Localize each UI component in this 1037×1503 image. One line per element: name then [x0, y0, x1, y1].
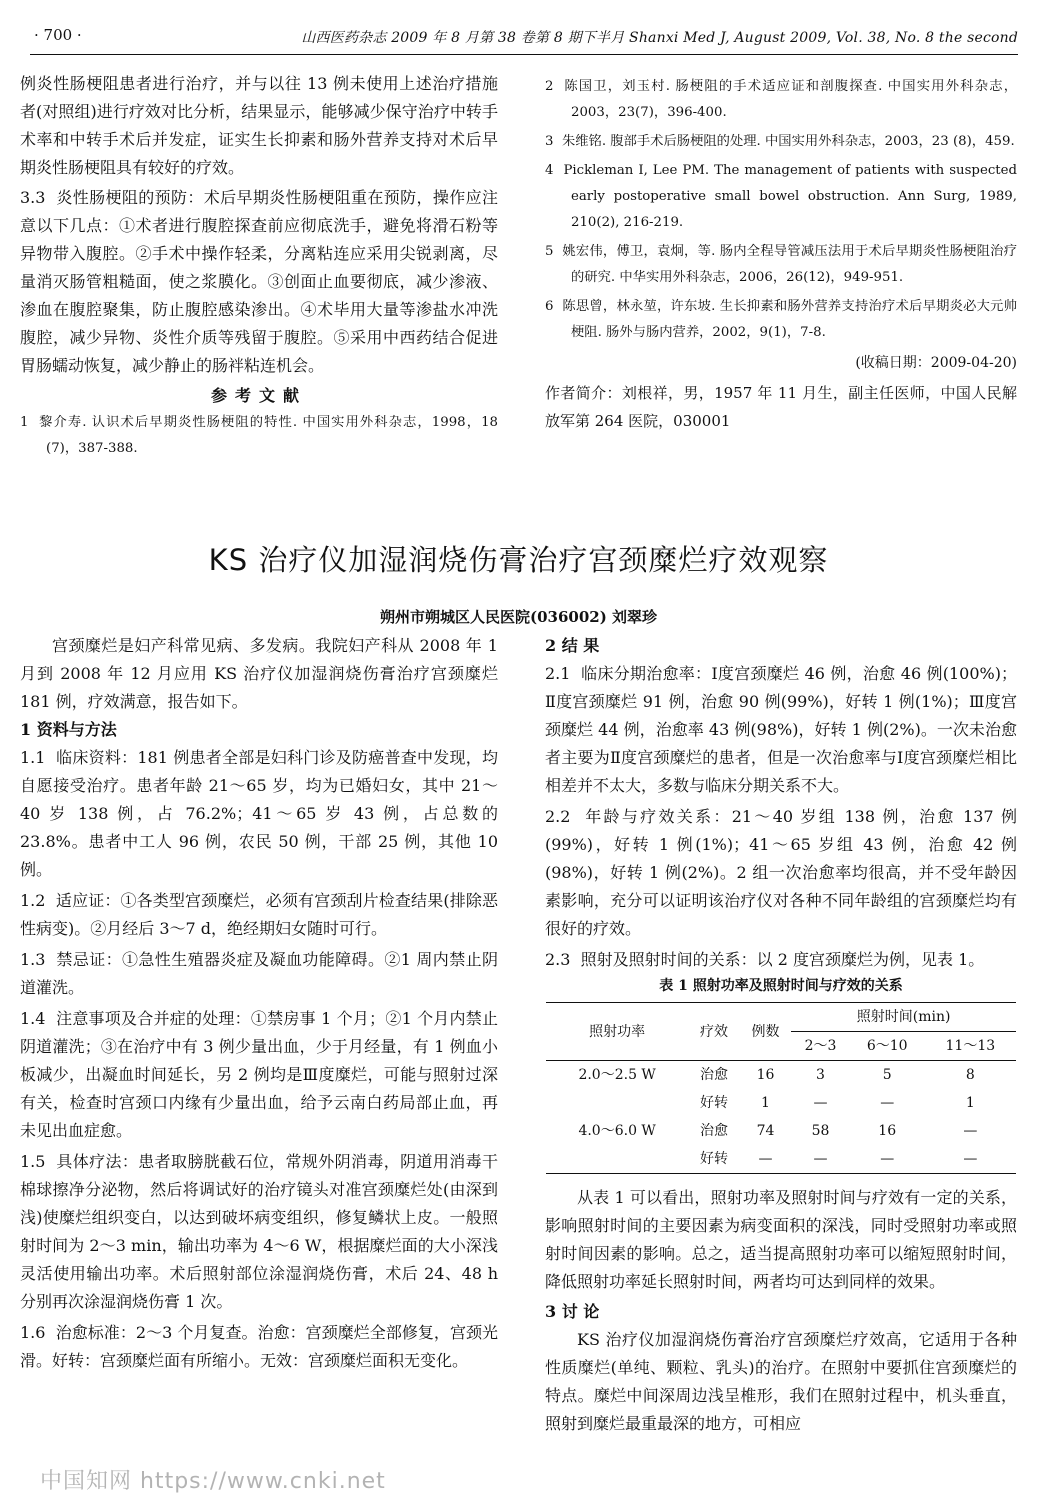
article-right-column	[545, 632, 1017, 1438]
reference-item: 6 陈思曾，林永堃，许东坡. 生长抑素和肠外营养支持治疗术后早期炎必大元帅梗阻. 肠外与肠内营养，2002，9(1)，7-8.	[545, 299, 1017, 340]
table-row: 好转 1 — — 1	[700, 1095, 975, 1111]
section-number: 3.3	[20, 188, 46, 207]
author-bio: 作者简介：刘根祥，男，1957 年 11 月生，副主任医师，中国人民解放军第 264 医院，030001	[545, 384, 1017, 430]
prev-article-right-column	[545, 74, 1017, 435]
table-header-time-1: 2～3	[791, 1032, 850, 1061]
prev-para-end: 例炎性肠梗阻患者进行治疗，并与以往 13 例未使用上述治疗措施者(对照组)进行疗效对比分析，结果显示，能够减少保守治疗中转手术率和中转手术后并发症，证实生长抑素和肠外营养支持对术后早期炎性肠梗阻具有较好的疗效。	[20, 74, 498, 177]
intro-paragraph: 宫颈糜烂是妇产科常见病、多发病。我院妇产科从 2008 年 1 月到 2008 年 12 月应用 KS 治疗仪加湿润烧伤膏治疗宫颈糜烂 181 例，疗效满意，报告如下。	[20, 636, 498, 711]
table-header-effect: 疗效	[688, 1003, 739, 1061]
table-header-time: 照射时间(min)	[791, 1003, 1016, 1032]
subsection-2-3: 2.3 照射及照射时间的关系：以 2 度宫颈糜烂为例，见表 1。	[545, 950, 985, 969]
table-1-caption: 表 1 照射功率及照射时间与疗效的关系	[659, 978, 903, 994]
reference-item: 5 姚宏伟，傅卫，袁炯，等. 肠内全程导管减压法用于术后早期炎性肠梗阻治疗的研究. 中华实用外科杂志，2006，26(12)，949-951.	[545, 244, 1017, 285]
table-header-time-3: 11～13	[925, 1032, 1016, 1061]
section-text: 炎性肠梗阻的预防：术后早期炎性肠梗阻重在预防，操作应注意以下几点：①术者进行腹腔探查前应彻底洗手，避免将滑石粉等异物带入腹腔。②手术中操作轻柔，分离粘连应采用尖锐剥离，尽量消灭肠管粗糙面，使之浆膜化。③创面止血要彻底，减少渗液、渗血在腹腔聚集，防止腹腔感染渗出。④术毕用大量等渗盐水冲洗腹腔，减少异物、炎性介质等残留于腹腔。⑤采用中西药结合促进胃肠蠕动恢复，减少静止的肠袢粘连机会。	[20, 188, 498, 375]
journal-citation: 山西医药杂志 2009 年 8 月第 38 卷第 8 期下半月 Shanxi Med J, August 2009, Vol. 38, No. 8 the second	[301, 30, 1018, 46]
section-3-text: KS 治疗仪加湿润烧伤膏治疗宫颈糜烂疗效高，它适用于各种性质糜烂(单纯、颗粒、乳头)的治疗。在照射中要抓住宫颈糜烂的特点。糜烂中间深周边浅呈椎形，我们在照射过程中，机头垂直，照射到糜烂最重最深的地方，可相应	[545, 1330, 1017, 1433]
table-row: 2.0～2.5 W 治愈 16 3 5 8	[578, 1067, 975, 1083]
prev-section-3-3	[20, 184, 498, 380]
subsection-1-3: 1.3 禁忌证：①急性生殖器炎症及凝血功能障碍。②1 周内禁止阴道灌洗。	[20, 950, 498, 997]
references-heading: 参考文献	[210, 386, 307, 405]
subsection-1-6: 1.6 治愈标准：2～3 个月复查。治愈：宫颈糜烂全部修复，宫颈光滑。好转：宫颈糜烂面有所缩小。无效：宫颈糜烂面积无变化。	[20, 1323, 499, 1370]
running-header	[30, 24, 1018, 55]
reference-item: 2 陈国卫，刘玉村. 肠梗阻的手术适应证和剖腹探查. 中国实用外科杂志，2003，23(7)，396-400.	[545, 79, 1017, 120]
table-row: 好转 — — — —	[546, 1145, 1016, 1174]
subsection-2-1: 2.1 临床分期治愈率：Ⅰ度宫颈糜烂 46 例，治愈 46 例(100%)；Ⅱ度宫颈糜烂 91 例，治愈 90 例(99%)，好转 1 例(1%)；Ⅲ度宫颈糜烂 44 例，治愈率 43 例(98%)，好转 1 例(2%)。一次未治愈者主要为Ⅱ度宫颈糜烂的患者，但是一次治愈率与Ⅰ度宫颈糜烂相比相差并不太大，多数与临床分期关系不大。	[545, 664, 1017, 795]
table-1	[546, 1002, 1016, 1174]
article-affiliation: 朔州市朔城区人民医院(036002) 刘翠珍	[379, 608, 658, 626]
table-header-cases: 例数	[740, 1003, 791, 1061]
prev-article-left-column	[20, 70, 498, 465]
subsection-1-4: 1.4 注意事项及合并症的处理：①禁房事 1 个月；②1 个月内禁止阴道灌洗；③在治疗中有 3 例少量出血，少于月经量，有 1 例血小板减少，出凝血时间延长，另 2 例均是Ⅲ度糜烂，可能与照射过深有关，检查时宫颈口内缘有少量出血，给予云南白药局部止血，再未见出血症愈。	[20, 1009, 498, 1140]
section-3-heading: 3 讨 论	[545, 1302, 600, 1321]
subsection-1-2: 1.2 适应证：①各类型宫颈糜烂，必须有宫颈刮片检查结果(排除恶性病变)。②月经后 3～7 d，绝经期妇女随时可行。	[20, 891, 499, 938]
reference-item: 3 朱维铭. 腹部手术后肠梗阻的处理. 中国实用外科杂志，2003，23 (8)，459.	[545, 134, 1015, 149]
subsection-1-1: 1.1 临床资料：181 例患者全部是妇科门诊及防癌普查中发现，均自愿接受治疗。患者年龄 21～65 岁，均为已婚妇女，其中 21～40 岁 138 例，占 76.2%；41～65 岁 43 例，占总数的 23.8%。患者中工人 96 例，农民 50 例，干部 25 例，其他 10 例。	[20, 748, 498, 879]
table-row: 4.0～6.0 W 治愈 74 58 16 —	[578, 1123, 978, 1139]
cnki-watermark: 中国知网 https://www.cnki.net	[40, 1469, 386, 1494]
subsection-2-2: 2.2 年龄与疗效关系：21～40 岁组 138 例，治愈 137 例(99%)，好转 1 例(1%)；41～65 岁组 43 例，治愈 42 例(98%)，好转 1 例(2%)。2 组一次治愈率均很高，并不受年龄因素影响，充分可以证明该治疗仪对各种不同年龄组的宫颈糜烂均有很好的疗效。	[545, 807, 1017, 938]
article-title: KS 治疗仪加湿润烧伤膏治疗宫颈糜烂疗效观察	[208, 543, 829, 577]
received-date: (收稿日期：2009-04-20)	[855, 355, 1017, 371]
subsection-1-5: 1.5 具体疗法：患者取膀胱截石位，常规外阴消毒，阴道用消毒干棉球擦净分泌物，然后将调试好的治疗镜头对准宫颈糜烂处(由深到浅)使糜烂组织变白，以达到破坏病变组织，修复鳞状上皮。一般照射时间为 2～3 min，输出功率为 4～6 W，根据糜烂面的大小深浅灵活使用输出功率。术后照射部位涂湿润烧伤膏，术后 24、48 h 分别再次涂湿润烧伤膏 1 次。	[20, 1152, 498, 1311]
reference-item: 4 Pickleman I, Lee PM. The management of patients with suspected early postoperative small bowel obstruction. Ann Surg, 1989, 210(2), 216-219.	[545, 163, 1017, 230]
article-left-column	[20, 632, 498, 1375]
table-header-time-2: 6～10	[850, 1032, 925, 1061]
section-2-heading: 2 结 果	[545, 636, 600, 655]
section-1-heading: 1 资料与方法	[20, 720, 117, 739]
table-discussion: 从表 1 可以看出，照射功率及照射时间与疗效有一定的关系，影响照射时间的主要因素为病变面积的深浅，同时受照射功率或照射时间因素的影响。总之，适当提高照射功率可以缩短照射时间，降低照射功率延长照射时间，两者均可达到同样的效果。	[545, 1188, 1017, 1291]
table-header-power: 照射功率	[546, 1003, 688, 1061]
reference-item: 1 黎介寿. 认识术后早期炎性肠梗阻的特性. 中国实用外科杂志，1998，18 (7)，387-388.	[20, 415, 498, 456]
page-number: · 700 ·	[34, 26, 82, 44]
